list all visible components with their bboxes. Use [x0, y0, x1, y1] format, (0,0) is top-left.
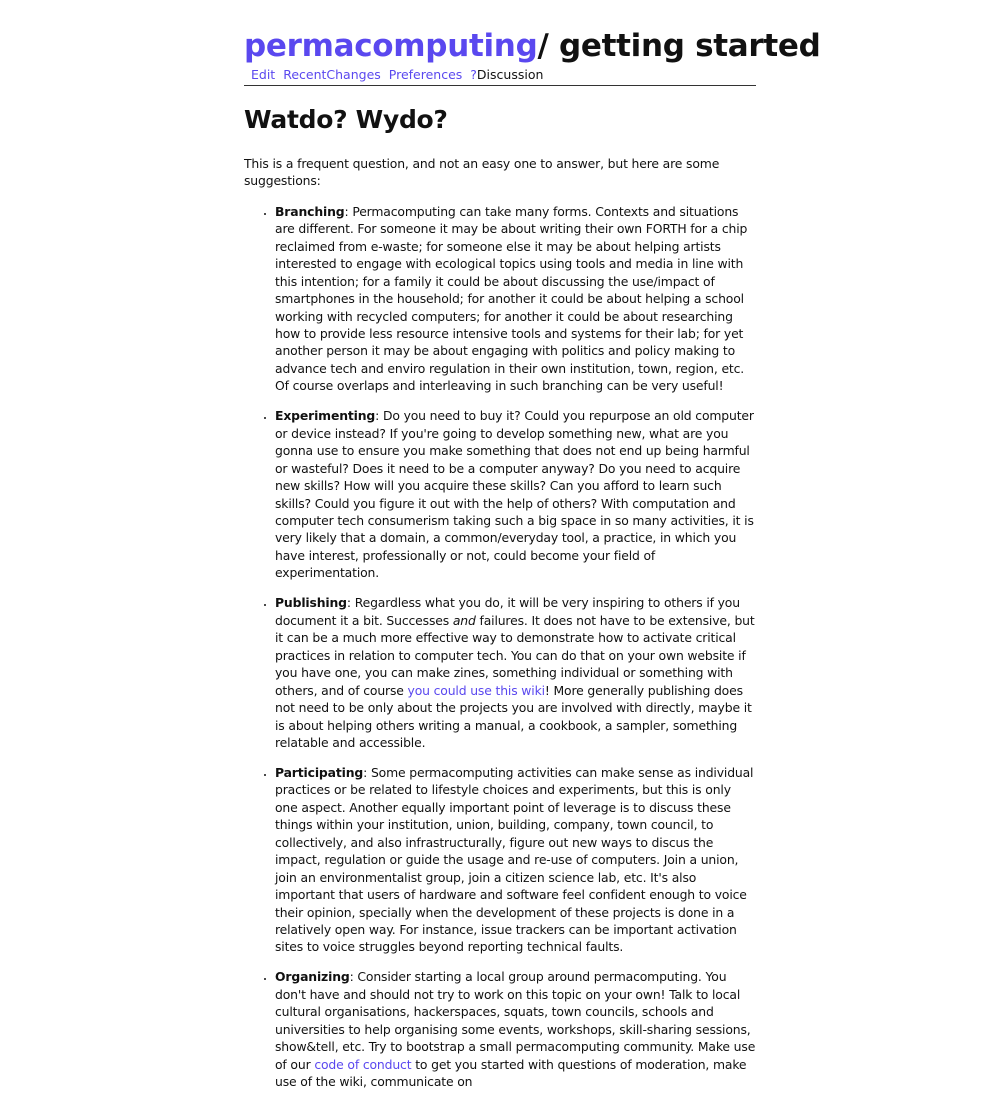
item-term: Experimenting: [275, 408, 376, 424]
edit-link[interactable]: Edit: [251, 67, 276, 82]
suggestions-list: [244, 203, 756, 1091]
item-text: : Do you need to buy it? Could you repurpose an old computer or device instead? If you're going to develop something new, what are you gonna use to ensure you make something that does not end up being harmful or wasteful? Does it need to be a computer anyway? Do you need to acquire new skills? How will you acquire these skills? Can you afford to learn such skills? Could you figure it out with the help of others? With computation and computer tech consumerism taking such a big space in so many activities, it is very likely that a domain, a common/everyday tool, a practice, in which you have interest, professionally or not, could become your field of experimentation.: [275, 408, 754, 581]
page-title: Watdo? Wydo?: [244, 105, 448, 134]
list-item-branching: [275, 203, 756, 395]
item-text: : Regardless what you do, it will be very inspiring to others if you document it a bit. Successes: [275, 595, 740, 628]
recent-changes-link[interactable]: RecentChanges: [283, 67, 381, 82]
item-emphasis: and: [452, 612, 476, 628]
list-item-participating: [275, 764, 756, 956]
page-actions-bar: [244, 66, 756, 86]
item-term: Branching: [275, 203, 345, 219]
create-discussion-link[interactable]: ?: [470, 67, 477, 82]
item-term: Organizing: [275, 969, 350, 985]
preferences-link[interactable]: Preferences: [388, 67, 463, 82]
item-text: failures. It does not have to be extensive, but it can be a much more effective way to demonstrate how to activate critical practices in relation to computer tech. You can do that on your own website if you have one, you can make zines, something individual or something with others, and of course: [275, 612, 755, 698]
page-header: [244, 26, 821, 66]
intro-paragraph: This is a frequent question, and not an easy one to answer, but here are some suggestions:: [244, 156, 720, 189]
site-home-link[interactable]: permacomputing: [244, 28, 538, 64]
list-item-organizing: [275, 968, 756, 1090]
list-item-publishing: [275, 594, 756, 751]
item-term: Participating: [275, 764, 364, 780]
item-term: Publishing: [275, 595, 347, 611]
wiki-link[interactable]: you could use this wiki: [407, 682, 545, 698]
item-text: : Consider starting a local group around permacomputing. You don't have and should not try to work on this topic on your own! Talk to local cultural organisations, hackerspaces, squats, town councils, schools and universities to help organising some events, workshops, skill-sharing sessions, show&tell, etc. Try to bootstrap a small permacomputing community. Make use of our: [275, 969, 756, 1072]
page-container: [244, 26, 821, 1103]
list-item-experimenting: [275, 407, 756, 582]
item-text: : Some permacomputing activities can make sense as individual practices or be related to lifestyle choices and experiments, but this is only one aspect. Another equally important point of leverage is to discuss these things within your institution, union, building, company, town council, to collectively, and also infrastructurally, figure out new ways to discus the impact, regulation or guide the usage and re-use of computers. Join a union, join an environmentalist group, join a citizen science lab, etc. It's also important that users of hardware and software feel confident enough to voice their opinion, specially when the development of these projects is done in a relatively open way. For instance, issue trackers can be important activation sites to voice struggles beyond reporting technical faults.: [275, 764, 754, 955]
code-of-conduct-link[interactable]: code of conduct: [314, 1056, 412, 1072]
page-path: / getting started: [537, 28, 821, 64]
item-text: ! More generally publishing does not need to be only about the projects you are involved with directly, maybe it is about helping others writing a manual, a cookbook, a sampler, something relatable and accessible.: [275, 682, 752, 750]
item-text: : Permacomputing can take many forms. Contexts and situations are different. For someone it may be about writing their own FORTH for a chip reclaimed from e-waste; for someone else it may be about helping artists interested to engage with ecological topics using tools and media in line with this intention; for a family it could be about discussing the use/impact of smartphones in the household; for another it could be about helping a school working with recycled computers; for another it could be about researching how to provide less resource intensive tools and systems for their lab; for yet another person it may be about engaging with politics and policy making to advance tech and enviro regulation in their own institution, town, region, etc. Of course overlaps and interleaving in such branching can be very useful!: [275, 203, 748, 394]
item-text: to get you started with questions of moderation, make use of the wiki, communicate on: [275, 1056, 747, 1090]
discussion-label: Discussion: [476, 67, 544, 82]
